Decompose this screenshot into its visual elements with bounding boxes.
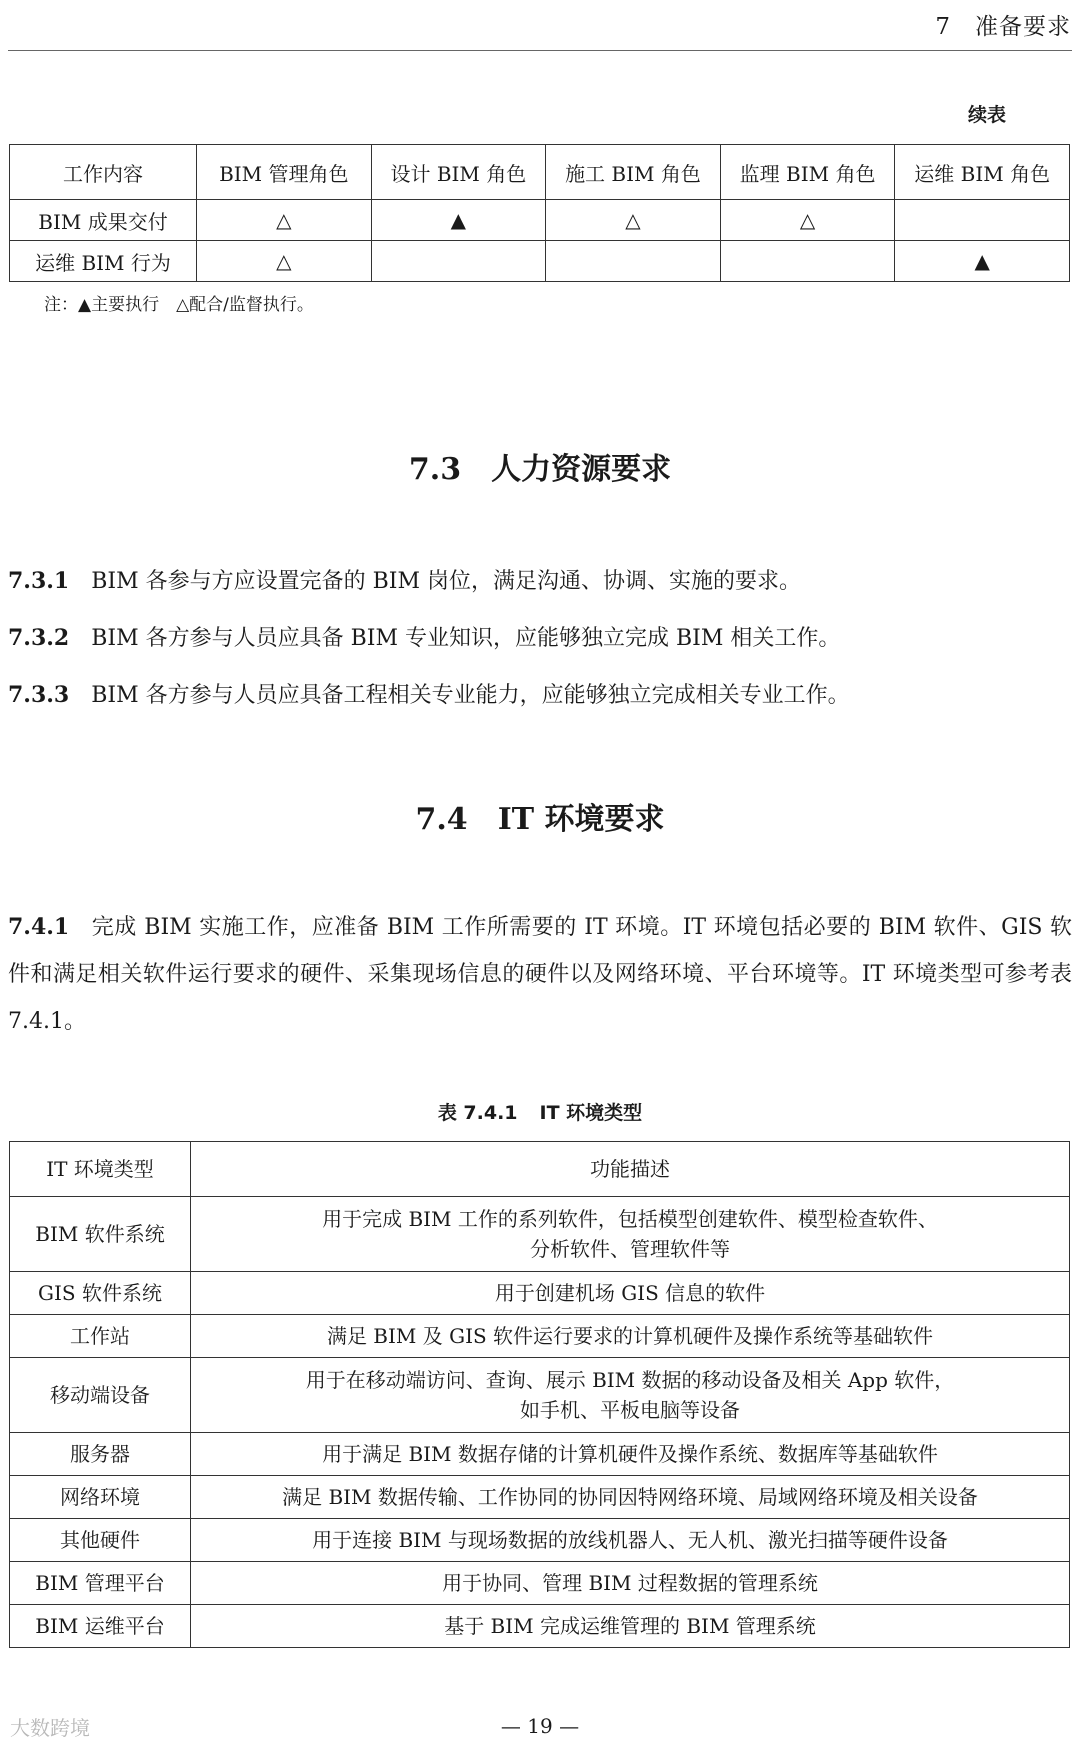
it-environment-table — [9, 1141, 1070, 1648]
table-header-row — [10, 1142, 1070, 1197]
clause-text: BIM 各方参与人员应具备 BIM 专业知识，应能够独立完成 BIM 相关工作。 — [91, 626, 841, 651]
table-cell: GIS 软件系统 — [10, 1272, 191, 1315]
table-row — [10, 1433, 1070, 1476]
table-cell: 网络环境 — [10, 1476, 191, 1519]
table-cell — [191, 1197, 1070, 1272]
table-header-cell: BIM 管理角色 — [196, 145, 371, 200]
table-note: 注：▲主要执行 △配合/监督执行。 — [44, 295, 314, 315]
table-header-cell: 设计 BIM 角色 — [371, 145, 546, 200]
description-line: 用于在移动端访问、查询、展示 BIM 数据的移动设备及相关 App 软件， — [305, 1368, 955, 1392]
table-cell: ▲ — [895, 241, 1070, 282]
description-line: 用于完成 BIM 工作的系列软件，包括模型创建软件、模型检查软件、 — [322, 1207, 938, 1231]
table-cell: ▲ — [371, 200, 546, 241]
clause-7-4-1 — [8, 904, 1072, 1045]
table-cell: 运维 BIM 行为 — [10, 241, 197, 282]
table-cell: BIM 成果交付 — [10, 200, 197, 241]
table-header-cell: 运维 BIM 角色 — [895, 145, 1070, 200]
roles-table — [9, 144, 1070, 282]
table-cell — [546, 241, 721, 282]
section-number: 7.4 — [415, 802, 468, 837]
clause-text: BIM 各参与方应设置完备的 BIM 岗位，满足沟通、协调、实施的要求。 — [91, 569, 801, 594]
table-cell: 工作站 — [10, 1315, 191, 1358]
table-header-cell: 施工 BIM 角色 — [546, 145, 721, 200]
table-row — [10, 1476, 1070, 1519]
table-header-cell: 功能描述 — [191, 1142, 1070, 1197]
table-cell: 用于满足 BIM 数据存储的计算机硬件及操作系统、数据库等基础软件 — [191, 1433, 1070, 1476]
page-number: — 19 — — [500, 1714, 580, 1738]
table-header-cell: IT 环境类型 — [10, 1142, 191, 1197]
table-cell: △ — [546, 200, 721, 241]
clause-number: 7.3.2 — [8, 625, 70, 651]
table-header-cell: 监理 BIM 角色 — [720, 145, 895, 200]
table-caption — [0, 1098, 1080, 1125]
continued-label: 续表 — [967, 104, 1006, 126]
clause-text: BIM 各方参与人员应具备工程相关专业能力，应能够独立完成相关专业工作。 — [91, 683, 850, 708]
table-row — [10, 1272, 1070, 1315]
table-caption-title: IT 环境类型 — [539, 1102, 643, 1124]
table-row — [10, 1315, 1070, 1358]
table-row — [10, 200, 1070, 241]
table-row — [10, 1197, 1070, 1272]
clause-number: 7.3.1 — [8, 568, 70, 594]
table-row — [10, 241, 1070, 282]
description-line: 如手机、平板电脑等设备 — [520, 1398, 740, 1422]
clause-number: 7.4.1 — [8, 914, 70, 940]
table-cell: 其他硬件 — [10, 1519, 191, 1562]
table-cell: △ — [196, 200, 371, 241]
table-cell: 用于协同、管理 BIM 过程数据的管理系统 — [191, 1562, 1070, 1605]
section-title: IT 环境要求 — [497, 802, 665, 837]
table-cell — [371, 241, 546, 282]
table-cell: △ — [720, 200, 895, 241]
table-header-row — [10, 145, 1070, 200]
clause-number: 7.3.3 — [8, 682, 70, 708]
section-title: 人力资源要求 — [491, 452, 672, 487]
table-row — [10, 1519, 1070, 1562]
clause-text: 完成 BIM 实施工作，应准备 BIM 工作所需要的 IT 环境。IT 环境包括必要的 BIM 软件、GIS 软件和满足相关软件运行要求的硬件、采集现场信息的硬件以及网络环境、平台环境等。IT 环境类型可参考表 7.4.1。 — [8, 915, 1072, 1034]
section-heading-7-3 — [0, 444, 1080, 488]
table-header-cell: 工作内容 — [10, 145, 197, 200]
table-cell — [895, 200, 1070, 241]
header-rule — [8, 50, 1072, 51]
table-cell: 用于创建机场 GIS 信息的软件 — [191, 1272, 1070, 1315]
table-row — [10, 1358, 1070, 1433]
table-cell: 服务器 — [10, 1433, 191, 1476]
table-cell: 基于 BIM 完成运维管理的 BIM 管理系统 — [191, 1605, 1070, 1648]
table-cell: 满足 BIM 数据传输、工作协同的协同因特网络环境、局域网络环境及相关设备 — [191, 1476, 1070, 1519]
watermark: 大数跨境 — [10, 1716, 90, 1740]
table-cell: BIM 管理平台 — [10, 1562, 191, 1605]
section-heading-7-4 — [0, 794, 1080, 838]
description-line: 分析软件、管理软件等 — [530, 1237, 730, 1261]
table-cell: 用于连接 BIM 与现场数据的放线机器人、无人机、激光扫描等硬件设备 — [191, 1519, 1070, 1562]
table-cell: △ — [196, 241, 371, 282]
table-row — [10, 1605, 1070, 1648]
clause-7-3-2 — [8, 615, 1072, 662]
table-cell: 满足 BIM 及 GIS 软件运行要求的计算机硬件及操作系统等基础软件 — [191, 1315, 1070, 1358]
table-cell — [720, 241, 895, 282]
table-cell — [191, 1358, 1070, 1433]
table-cell: BIM 运维平台 — [10, 1605, 191, 1648]
section-number: 7.3 — [408, 452, 462, 487]
clause-7-3-1 — [8, 558, 1072, 605]
table-cell: BIM 软件系统 — [10, 1197, 191, 1272]
table-caption-number: 表 7.4.1 — [437, 1102, 518, 1124]
clause-7-3-3 — [8, 672, 1072, 719]
running-header: 7 准备要求 — [935, 14, 1071, 40]
table-row — [10, 1562, 1070, 1605]
table-cell: 移动端设备 — [10, 1358, 191, 1433]
